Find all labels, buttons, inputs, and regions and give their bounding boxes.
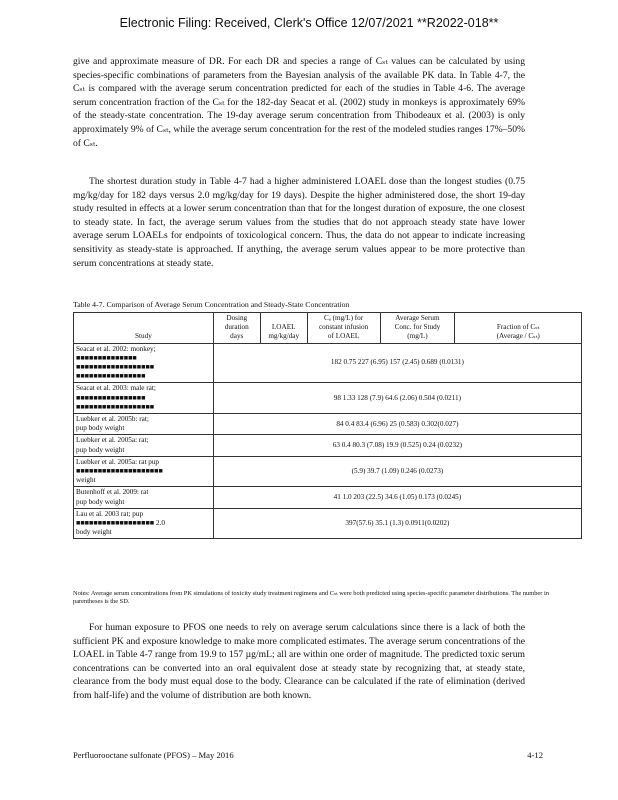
page-number: 4-12 — [527, 750, 543, 760]
table-row — [74, 508, 582, 539]
header-duration: Dosing duration days — [213, 313, 260, 344]
row-study: Seacat et al. 2003: male rat; ■■■■■■■■■■■■■■■■ ■■■■■■■■■■■■■■■■■■ — [74, 383, 214, 414]
header-fraction: Fraction of Cₛₜ (Average / Cₛₜ) — [455, 313, 582, 344]
row-study: Butenhoff et al. 2009: rat pup body weight — [74, 487, 214, 508]
table-row — [74, 456, 582, 487]
row-values: 63 0.4 80.3 (7.08) 19.9 (0.525) 0.24 (0.0232) — [213, 435, 581, 456]
table-header-row — [74, 313, 582, 344]
header-average-serum: Average Serum Conc. for Study (mg/L) — [380, 313, 455, 344]
row-study: Luebker et al. 2005a: rat pup ■■■■■■■■■■■■■■■■■■■■ weight — [74, 456, 214, 487]
paragraph-2: The shortest duration study in Table 4-7 had a higher administered LOAEL dose than the longest studies (0.75 mg/kg/day for 182 days versus 2.0 mg/kg/day for 19 days). Despite the higher administered dose, the short 19-day study resulted in effects at a lower serum concentration than that for the longest duration of exposure, the one closest to steady state. In fact, the average serum values from the studies that do not approach steady state have lower average serum LOAELs for endpoints of toxicological concern. Thus, the data do not appear to indicate increasing sensitivity as steady-state is approached. If anything, the average serum values appear to be more protective than serum concentrations at steady state. — [73, 176, 525, 269]
table-row — [74, 414, 582, 435]
row-study: Lau et al. 2003 rat; pup ■■■■■■■■■■■■■■■■■■ 2.0 body weight — [74, 508, 214, 539]
table-row — [74, 383, 582, 414]
header-loael: LOAEL mg/kg/day — [260, 313, 307, 344]
filing-header: Electronic Filing: Received, Clerk's Office 12/07/2021 **R2022-018** — [119, 16, 499, 30]
row-study: Luebker et al. 2005b: rat; pup body weight — [74, 414, 214, 435]
table-row — [74, 435, 582, 456]
footer-document-title: Perfluorooctane sulfonate (PFOS) – May 2016 — [73, 750, 234, 760]
paragraph-3: For human exposure to PFOS one needs to rely on average serum calculations since there is a lack of both the sufficient PK and exposure knowledge to make more complicated estimates. The average serum concentrations of the LOAEL in Table 4-7 range from 19.9 to 157 µg/mL; all are within one order of magnitude. The predicted toxic serum concentrations can be converted into an oral equivalent dose at steady state by recognizing that, at steady state, clearance from the body must equal dose to the body. Clearance can be calculated if the rate of elimination (derived from half-life) and the volume of distribution are both known. — [73, 622, 525, 701]
row-values: (5.9) 39.7 (1.09) 0.246 (0.0273) — [213, 456, 581, 487]
table-caption: Table 4-7. Comparison of Average Serum Concentration and Steady-State Concentration — [73, 300, 350, 309]
row-study: Seacat et al. 2002: monkey; ■■■■■■■■■■■■■■ ■■■■■■■■■■■■■■■■■■ ■■■■■■■■■■■■■■■■ — [74, 343, 214, 383]
row-values: 84 0.4 83.4 (6.96) 25 (0.583) 0.302(0.027) — [213, 414, 581, 435]
header-cavg: Cₐ (mg/L) for constant infusion of LOAEL — [307, 313, 380, 344]
row-values: 41 1.0 203 (22.5) 34.6 (1.05) 0.173 (0.0245) — [213, 487, 581, 508]
table-row — [74, 343, 582, 383]
row-values: 98 1.33 128 (7.9) 64.6 (2.06) 0.504 (0.0211) — [213, 383, 581, 414]
page-footer — [73, 750, 543, 760]
row-values: 397(57.6) 35.1 (1.3) 0.0911(0.0202) — [213, 508, 581, 539]
header-study: Study — [74, 313, 214, 344]
paragraph-1: give and approximate measure of DR. For each DR and species a range of Cₛₜ values can be calculated by using species-specific combinations of parameters from the Bayesian analysis of the available PK data. In Table 4-7, the Cₛₜ is compared with the average serum concentration predicted for each of the studies in Table 4-6. The average serum concentration fraction of the Cₛₜ for the 182-day Seacat et al. (2002) study in monkeys is approximately 69% of the steady-state concentration. The 19-day average serum concentration from Thibodeaux et al. (2003) is only approximately 9% of Cₛₜ, while the average serum concentration for the rest of the modeled studies ranges 17%–50% of Cₛₜ. — [73, 56, 525, 149]
comparison-table — [73, 312, 582, 539]
row-values: 182 0.75 227 (6.95) 157 (2.45) 0.689 (0.0131) — [213, 343, 581, 383]
row-study: Luebker et al. 2005a: rat; pup body weight — [74, 435, 214, 456]
table-row — [74, 487, 582, 508]
table-note: Notes: Average serum concentrations from PK simulations of toxicity study treatment regimens and Cₛₜ were both predicted using species-specific parameter distributions. The number in parentheses is the SD. — [73, 590, 549, 605]
